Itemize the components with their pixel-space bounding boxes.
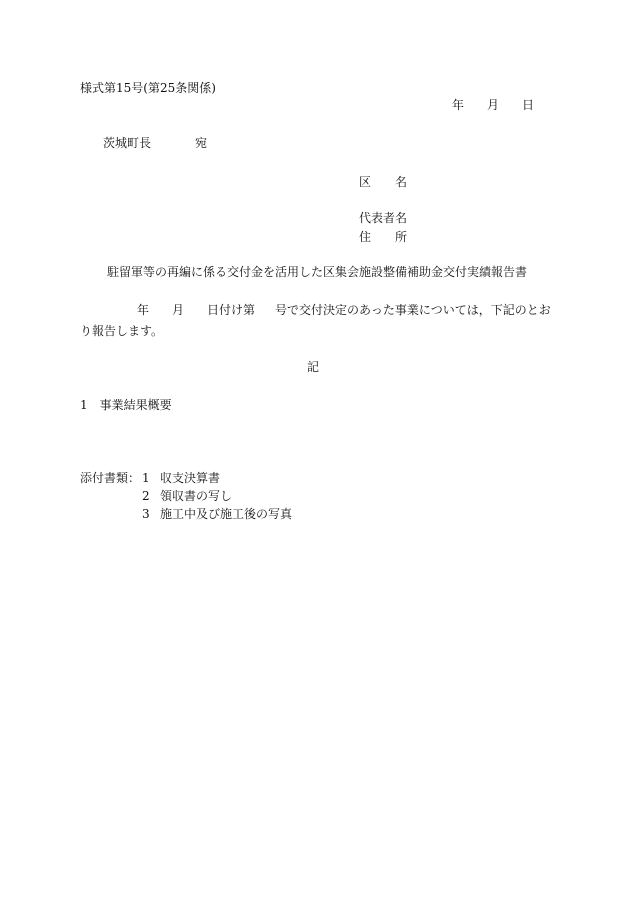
attachment-list	[142, 471, 292, 521]
address-row	[359, 230, 407, 244]
body-line1: 号で交付決定のあった事業については，下記のとお	[275, 303, 551, 317]
section-1-row	[80, 398, 172, 412]
attachments	[80, 471, 292, 521]
body-line2-row	[80, 324, 163, 338]
form-number-row	[80, 81, 216, 95]
attachment-num: 2	[142, 489, 150, 503]
representative-row	[359, 211, 407, 225]
attachment-row	[142, 489, 292, 503]
date-day: 日	[522, 98, 535, 112]
body-line2: り報告します。	[80, 324, 164, 338]
body-line1-row	[137, 303, 551, 317]
ki-heading: 記	[307, 360, 320, 374]
body-month: 月	[172, 303, 185, 317]
date-row	[452, 98, 534, 112]
district-row	[359, 175, 407, 189]
addressee-row	[103, 136, 207, 150]
district-label: 区 名	[359, 175, 408, 189]
addressee-name: 茨城町長	[103, 136, 152, 150]
representative-label: 代表者名	[359, 211, 408, 225]
attachment-item: 領収書の写し	[160, 489, 233, 503]
title-row	[107, 265, 527, 279]
attachment-item: 収支決算書	[160, 471, 221, 485]
document-title: 駐留軍等の再編に係る交付金を活用した区集会施設整備補助金交付実績報告書	[107, 265, 528, 279]
date-month: 月	[487, 98, 500, 112]
attachment-item: 施工中及び施工後の写真	[160, 507, 293, 521]
address-label: 住 所	[359, 230, 408, 244]
addressee-suffix: 宛	[195, 136, 208, 150]
form-number: 様式第15号(第25条関係)	[80, 81, 216, 95]
attachments-label: 添付書類：	[80, 471, 141, 485]
attachment-num: 3	[142, 507, 150, 521]
body-date-no: 日付け第	[207, 303, 256, 317]
ki-row	[307, 360, 319, 374]
attachment-num: 1	[142, 471, 150, 485]
attachment-row	[142, 507, 292, 521]
date-year: 年	[452, 98, 465, 112]
attachment-row	[142, 471, 292, 485]
section-1: 1 事業結果概要	[80, 398, 172, 412]
body-year: 年	[137, 303, 150, 317]
